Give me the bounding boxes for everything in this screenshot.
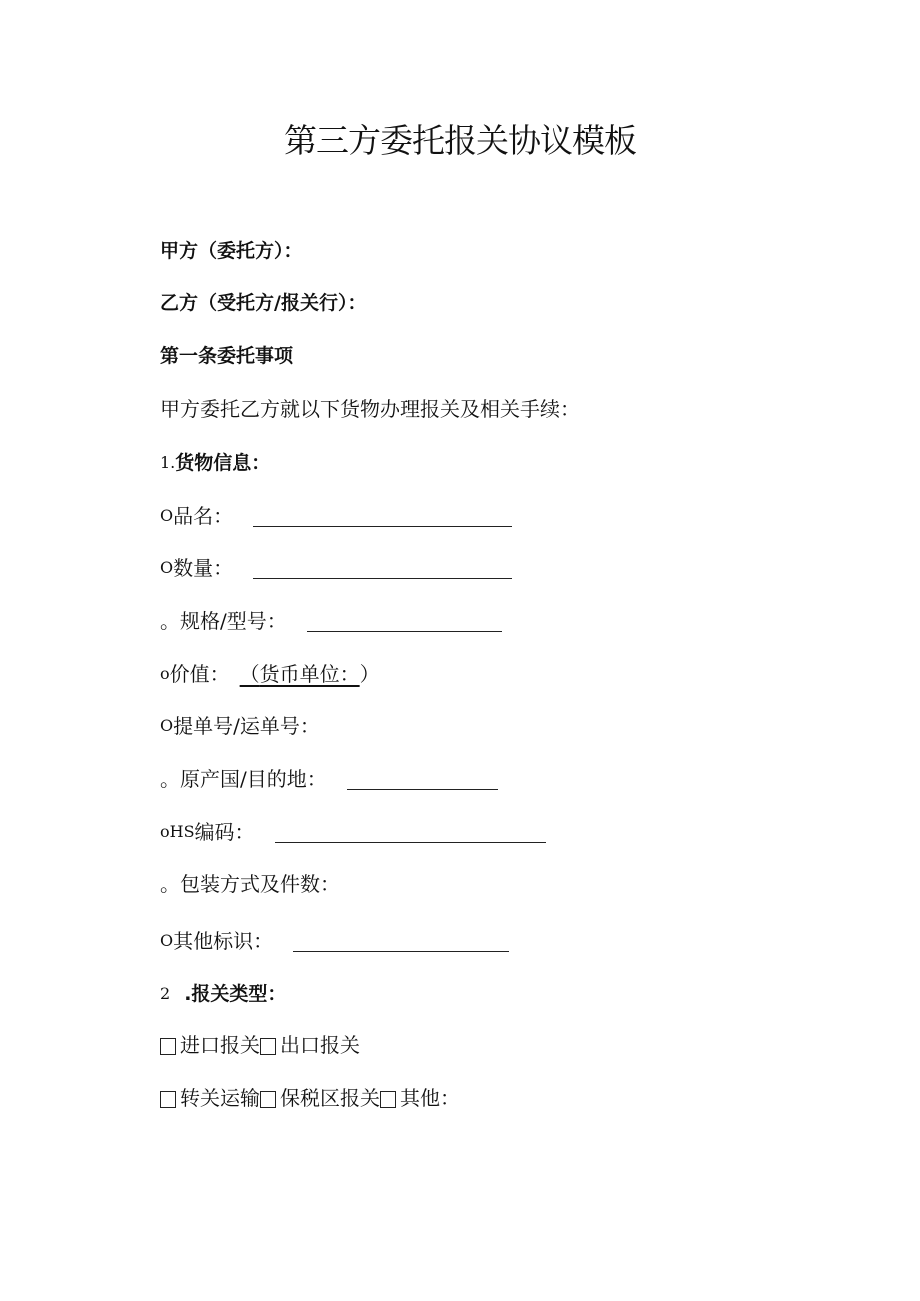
export-checkbox[interactable] <box>260 1038 276 1055</box>
declaration-options-row-1 <box>160 1031 360 1059</box>
transit-checkbox[interactable] <box>160 1091 176 1108</box>
goods-info-heading <box>160 449 270 477</box>
field-label: 品名： <box>173 504 234 528</box>
currency-close-paren: ） <box>359 662 380 686</box>
goods-item-value <box>160 660 380 688</box>
bonded-zone-option-label: 保税区报关 <box>280 1086 380 1110</box>
party-b-label: 乙方（受托方/报关行）： <box>160 292 367 314</box>
bullet-marker: O <box>160 716 174 735</box>
field-label: 编码： <box>194 820 255 844</box>
currency-unit-label: 货币单位： <box>259 662 360 686</box>
other-checkbox[interactable] <box>380 1091 396 1108</box>
goods-info-number: 1. <box>160 453 176 472</box>
goods-item-quantity <box>160 554 512 582</box>
other-option-label: 其他： <box>400 1086 460 1110</box>
declaration-type-heading <box>160 980 286 1008</box>
field-label: 其他标识： <box>173 929 274 953</box>
bullet-marker: O <box>160 931 174 950</box>
field-label: 包装方式及件数： <box>180 872 340 896</box>
goods-info-title: 货物信息： <box>175 452 271 474</box>
field-label: 数量： <box>173 556 234 580</box>
export-option-label: 出口报关 <box>280 1033 360 1057</box>
bullet-marker: 。 <box>160 872 180 896</box>
name-blank-field[interactable] <box>253 506 512 527</box>
document-title: 第三方委托报关协议模板 <box>284 121 636 160</box>
bullet-marker: O <box>160 558 174 577</box>
article-1-intro: 甲方委托乙方就以下货物办理报关及相关手续： <box>160 397 580 421</box>
transit-option-label: 转关运输 <box>180 1086 260 1110</box>
goods-item-packaging <box>160 870 340 898</box>
bullet-marker: 。 <box>160 609 180 633</box>
declaration-type-number: 2 <box>160 984 171 1003</box>
bonded-zone-checkbox[interactable] <box>260 1091 276 1108</box>
hs-code-blank-field[interactable] <box>275 822 546 843</box>
spec-blank-field[interactable] <box>307 611 502 632</box>
goods-item-other-marks <box>160 927 509 955</box>
party-a-label: 甲方（委托方）： <box>160 240 303 262</box>
goods-item-hs <box>160 818 546 846</box>
goods-item-bill <box>160 712 320 740</box>
article-1-heading: 第一条委托事项 <box>160 345 294 367</box>
import-option-label: 进口报关 <box>180 1033 260 1057</box>
goods-item-name <box>160 502 512 530</box>
bullet-marker: oHS <box>160 822 195 841</box>
import-checkbox[interactable] <box>160 1038 176 1055</box>
quantity-blank-field[interactable] <box>253 558 512 579</box>
goods-item-origin <box>160 765 498 793</box>
declaration-options-row-2 <box>160 1084 460 1112</box>
bullet-marker: 。 <box>160 767 180 791</box>
field-label: 提单号/运单号： <box>173 714 320 738</box>
other-marks-blank-field[interactable] <box>293 931 509 952</box>
field-label: 价值： <box>169 662 230 686</box>
goods-item-spec <box>160 607 502 635</box>
field-label: 规格/型号： <box>180 609 287 633</box>
bullet-marker: o <box>160 664 170 683</box>
origin-blank-field[interactable] <box>347 769 498 790</box>
currency-open-paren: （ <box>239 662 260 686</box>
declaration-type-title: .报关类型： <box>184 983 287 1005</box>
field-label: 原产国/目的地： <box>180 767 327 791</box>
bullet-marker: O <box>160 506 174 525</box>
